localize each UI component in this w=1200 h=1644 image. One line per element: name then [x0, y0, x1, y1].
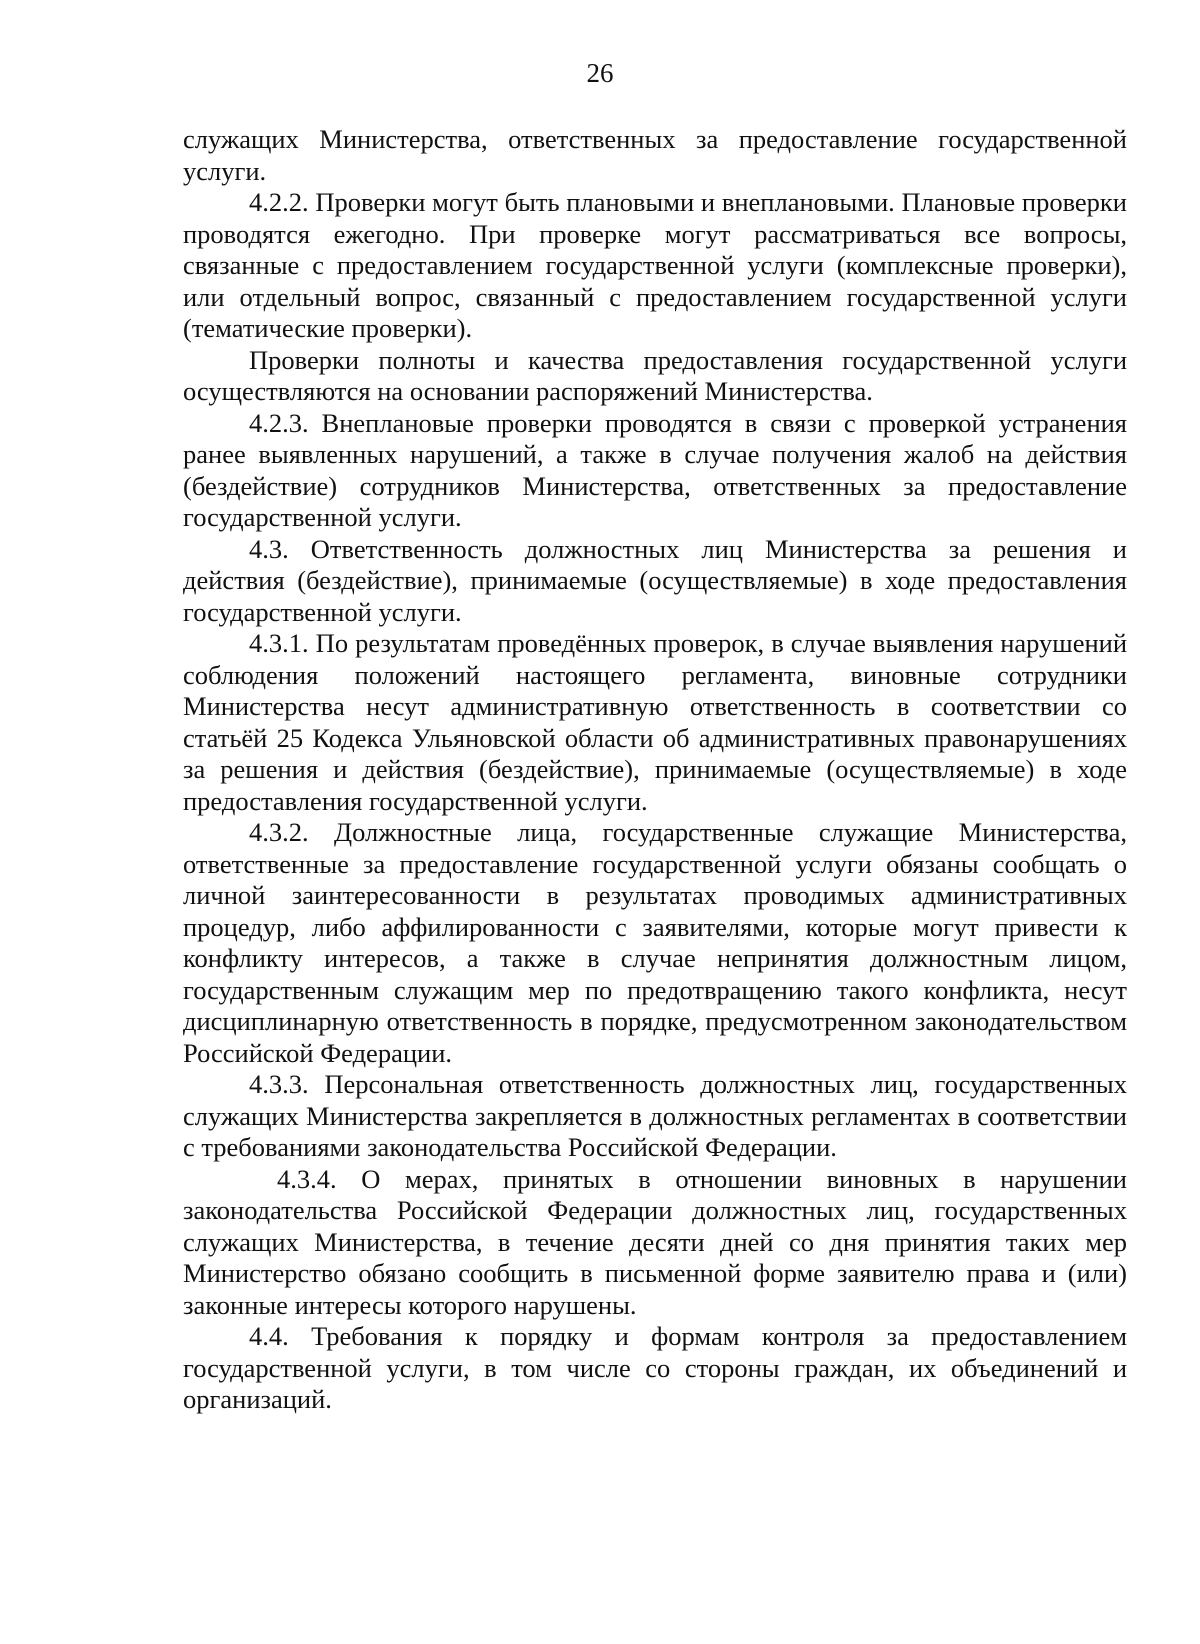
paragraph-4-2-3: 4.2.3. Внеплановые проверки проводятся в связи с проверкой устранения ранее выявленных нарушений, а также в случае получения жалоб на действия (бездействие) сотрудников Министерства, ответственных за предоставление государственной услуги.: [183, 407, 1127, 532]
paragraph-inspections-basis: Проверки полноты и качества предоставления государственной услуги осуществляются на основании распоряжений Министерства.: [183, 344, 1127, 406]
document-body: [183, 124, 1127, 1416]
paragraph-continuation: служащих Министерства, ответственных за предоставление государственной услуги.: [183, 124, 1127, 186]
paragraph-4-3-2: 4.3.2. Должностные лица, государственные служащие Министерства, ответственные за предоставление государственной услуги обязаны сообщать о личной заинтересованности в результатах проводимых административных процедур, либо аффилированности с заявителями, которые могут привести к конфликту интересов, а также в случае непринятия должностным лицом, государственным служащим мер по предотвращению такого конфликта, несут дисциплинарную ответственность в порядке, предусмотренном законодательством Российской Федерации.: [183, 817, 1127, 1068]
page-number: 26: [586, 58, 614, 88]
paragraph-4-3-1: 4.3.1. По результатам проведённых проверок, в случае выявления нарушений соблюдения положений настоящего регламента, виновные сотрудники Министерства несут административную ответственность в соответствии со статьёй 25 Кодекса Ульяновской области об административных правонарушениях за решения и действия (бездействие), принимаемые (осуществляемые) в ходе предоставления государственной услуги.: [183, 628, 1127, 816]
paragraph-4-3-3: 4.3.3. Персональная ответственность должностных лиц, государственных служащих Министерства закрепляется в должностных регламентах в соответствии с требованиями законодательства Российской Федерации.: [183, 1069, 1127, 1162]
paragraph-4-3-4: 4.3.4. О мерах, принятых в отношении виновных в нарушении законодательства Российской Федерации должностных лиц, государственных служащих Министерства, в течение десяти дней со дня принятия таких мер Министерство обязано сообщить в письменной форме заявителю права и (или) законные интересы которого нарушены.: [183, 1163, 1127, 1320]
paragraph-4-2-2: 4.2.2. Проверки могут быть плановыми и внеплановыми. Плановые проверки проводятся ежегодно. При проверке могут рассматриваться все вопросы, связанные с предоставлением государственной услуги (комплексные проверки), или отдельный вопрос, связанный с предоставлением государственной услуги (тематические проверки).: [183, 187, 1127, 343]
paragraph-4-4: 4.4. Требования к порядку и формам контроля за предоставлением государственной услуги, в том числе со стороны граждан, их объединений и организаций.: [183, 1321, 1127, 1414]
paragraph-4-3: 4.3. Ответственность должностных лиц Министерства за решения и действия (бездействие), принимаемые (осуществляемые) в ходе предоставления государственной услуги.: [183, 533, 1127, 627]
